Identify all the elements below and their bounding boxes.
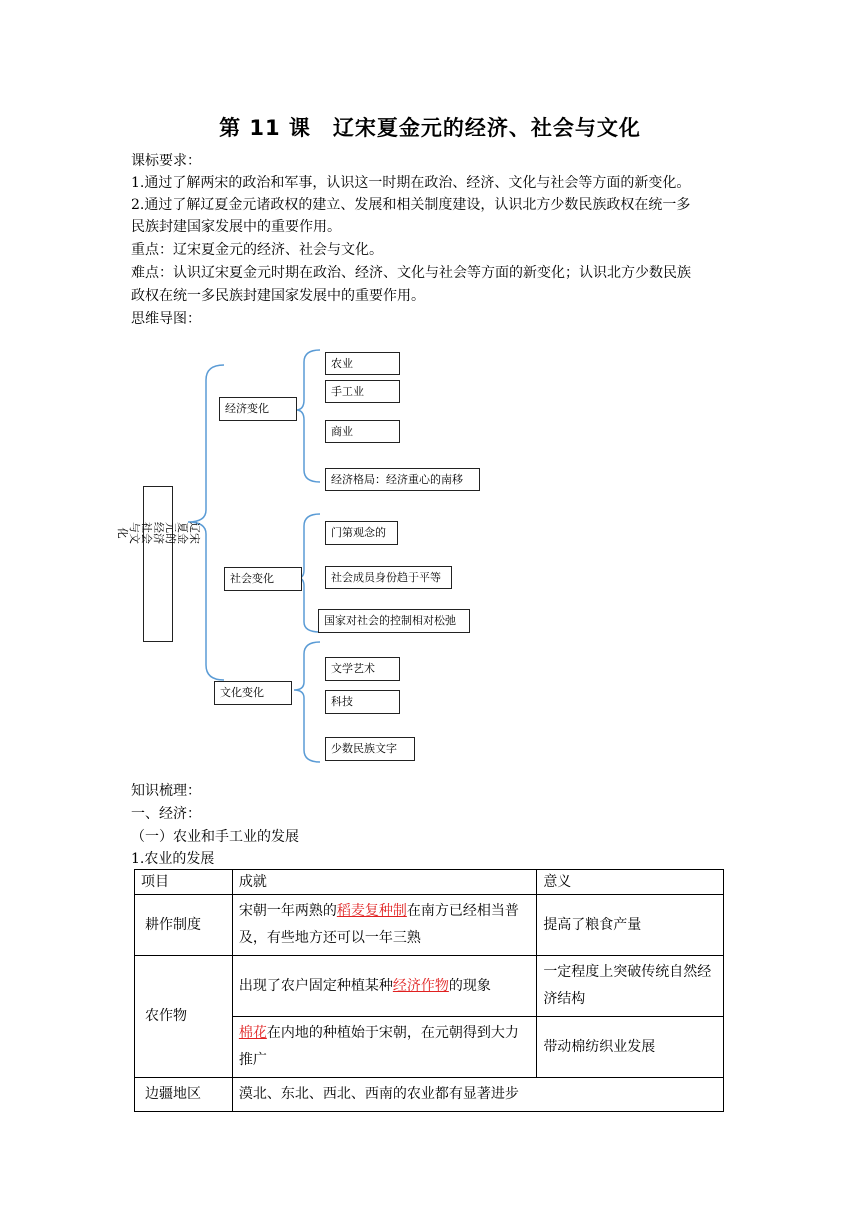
row-farming-significance: 提高了粮食产量 — [537, 895, 724, 956]
mindmap-leaf-literature-art: 文学艺术 — [325, 657, 400, 681]
row-crops-achievement-1 — [232, 956, 536, 1017]
text-segment: 出现了农户固定种植某种 — [238, 977, 393, 994]
header-significance: 意义 — [537, 870, 724, 895]
agriculture-table — [134, 869, 724, 1112]
row-crops: 农作物 — [135, 956, 233, 1078]
requirements-label: 课标要求： — [131, 153, 201, 169]
table-row — [135, 895, 724, 956]
text-segment: 在内地的种植始于宋朝，在元朝得到大力推广 — [238, 1025, 519, 1068]
difficulty-line-1: 难点：认识辽宋夏金元时期在政治、经济、文化与社会等方面的新变化；认识北方少数民族 — [131, 265, 691, 281]
section-agri-development: 1.农业的发展 — [131, 851, 215, 867]
difficulty-line-2: 政权在统一多民族封建国家发展中的重要作用。 — [131, 288, 425, 304]
row-farming-achievement — [232, 895, 536, 956]
text-segment: 宋朝一年两熟的 — [238, 903, 337, 919]
row-crops-achievement-2 — [232, 1017, 536, 1078]
key-points: 重点：辽宋夏金元的经济、社会与文化。 — [131, 242, 383, 258]
mindmap-leaf-economic-pattern: 经济格局：经济重心的南移 — [325, 468, 480, 491]
mindmap-leaf-state-control: 国家对社会的控制相对松弛 — [318, 609, 470, 633]
table-row — [135, 1078, 724, 1112]
row-frontier: 边疆地区 — [135, 1078, 233, 1112]
requirement-2-line-2: 民族封建国家发展中的重要作用。 — [131, 219, 341, 235]
mindmap-node-culture: 文化变化 — [214, 681, 292, 705]
text-segment: 在南方已经相当普及，有些地方还可以一年三熟 — [238, 903, 519, 946]
table-row — [135, 956, 724, 1017]
row-frontier-achievement: 漠北、东北、西北、西南的农业都有显著进步 — [232, 1078, 723, 1112]
mindmap-leaf-commerce: 商业 — [325, 420, 400, 443]
mindmap-leaf-technology: 科技 — [325, 690, 400, 714]
header-item: 项目 — [135, 870, 233, 895]
section-agri-handicraft: （一）农业和手工业的发展 — [131, 829, 299, 845]
row-crops-significance-1: 一定程度上突破传统自然经济结构 — [537, 956, 724, 1017]
table-header-row — [135, 870, 724, 895]
knowledge-sorting-label: 知识梳理： — [131, 783, 201, 799]
highlighted-term: 稻麦复种制 — [336, 903, 407, 919]
mindmap-label: 思维导图： — [131, 311, 201, 327]
header-achievement: 成就 — [232, 870, 536, 895]
row-farming-system: 耕作制度 — [135, 895, 233, 956]
mindmap-leaf-handicraft: 手工业 — [325, 380, 400, 403]
mindmap-leaf-social-equality: 社会成员身份趋于平等 — [325, 566, 452, 589]
mindmap-node-society: 社会变化 — [224, 567, 302, 591]
mindmap-leaf-lineage-concept: 门第观念的 — [325, 521, 398, 545]
mindmap-node-economy: 经济变化 — [219, 397, 297, 421]
requirement-2-line-1: 2.通过了解辽夏金元诸政权的建立、发展和相关制度建设，认识北方少数民族政权在统一多 — [131, 197, 691, 213]
page-title: 第 11 课 辽宋夏金元的经济、社会与文化 — [219, 116, 641, 140]
section-economy: 一、经济： — [131, 806, 201, 822]
requirement-1: 1.通过了解两宋的政治和军事，认识这一时期在政治、经济、文化与社会等方面的新变化。 — [131, 175, 691, 191]
mindmap-leaf-minority-script: 少数民族文字 — [325, 737, 415, 761]
mindmap-root — [116, 486, 201, 642]
highlighted-term: 经济作物 — [392, 977, 449, 994]
text-segment: 的现象 — [448, 977, 491, 994]
mindmap-root-label: 辽宋夏金元的经济社会与文化 — [116, 522, 201, 544]
mindmap-leaf-agriculture: 农业 — [325, 352, 400, 375]
highlighted-term: 棉花 — [238, 1025, 267, 1041]
row-crops-significance-2: 带动棉纺织业发展 — [537, 1017, 724, 1078]
